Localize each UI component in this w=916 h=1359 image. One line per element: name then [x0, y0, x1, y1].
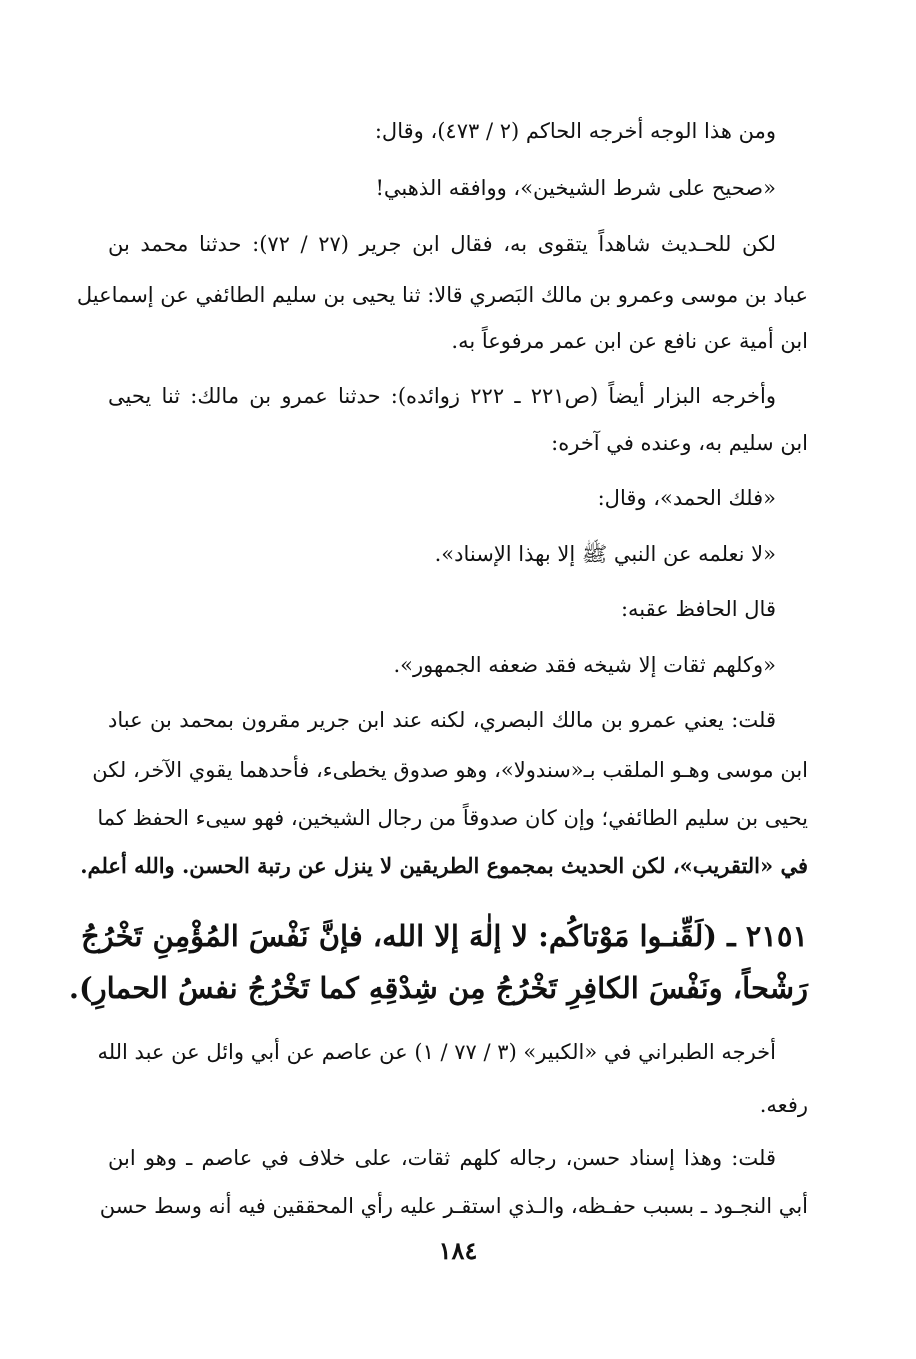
- text-line: أخرجه الطبراني في «الكبير» (٣ / ٧٧ / ١) عن عاصم عن أبي وائل عن عبد الله: [97, 1040, 776, 1064]
- text-line: قلت: يعني عمرو بن مالك البصري، لكنه عند ابن جرير مقرون بمحمد بن عباد: [108, 708, 776, 732]
- text-line: يحيى بن سليم الطائفي؛ وإن كان صدوقاً من رجال الشيخين، فهو سيىء الحفظ كما: [97, 806, 808, 830]
- text-line: قال الحافظ عقبه:: [620, 597, 776, 621]
- hadith-heading-line: ٢١٥١ ـ (لَقِّنـوا مَوْتاكُم: لا إلٰهَ إلا الله، فإنَّ نَفْسَ المُؤْمِنِ تَخْرُجُ: [80, 919, 808, 953]
- text-line: وأخرجه البزار أيضاً (ص٢٢١ ـ ٢٢٢ زوائده): حدثنا عمرو بن مالك: ثنا يحيى: [108, 384, 777, 408]
- text-line: ابن موسى وهـو الملقب بـ«سندولا»، وهو صدوق يخطىء، فأحدهما يقوي الآخر، لكن: [92, 758, 808, 782]
- text-line: ابن سليم به، وعنده في آخره:: [551, 431, 808, 455]
- text-line: أبي النجـود ـ بسبب حفـظه، والـذي استقـر عليه رأي المحققين فيه أنه وسط حسن: [99, 1194, 808, 1218]
- text-line: لكن للحـديث شاهداً يتقوى به، فقال ابن جرير (٢٧ / ٧٢): حدثنا محمد بن: [108, 232, 776, 256]
- text-line: في «التقريب»، لكن الحديث بمجموع الطريقين لا ينزل عن رتبة الحسن. والله أعلم.: [80, 853, 808, 878]
- text-line: ومن هذا الوجه أخرجه الحاكم (٢ / ٤٧٣)، وقال:: [374, 119, 776, 143]
- quote-line: «فلك الحمد»، وقال:: [597, 486, 776, 510]
- quote-line: «صحيح على شرط الشيخين»، ووافقه الذهبي!: [375, 176, 776, 200]
- page-number: ١٨٤: [438, 1236, 478, 1265]
- quote-line: «وكلهم ثقات إلا شيخه فقد ضعفه الجمهور».: [393, 653, 776, 677]
- text-line: عباد بن موسى وعمرو بن مالك البَصري قالا: ثنا يحيى بن سليم الطائفي عن إسماعيل: [76, 283, 808, 307]
- quote-line: «لا نعلمه عن النبي ﷺ إلا بهذا الإسناد».: [434, 542, 776, 566]
- hadith-heading-line: رَشْحاً، ونَفْسَ الكافِرِ تَخْرُجُ مِن شِدْقِهِ كما تَخْرُجُ نفسُ الحمارِ).: [68, 971, 808, 1005]
- text-line: قلت: وهذا إسناد حسن، رجاله كلهم ثقات، على خلاف في عاصم ـ وهو ابن: [108, 1146, 776, 1170]
- text-line: ابن أمية عن نافع عن ابن عمر مرفوعاً به.: [451, 329, 808, 353]
- text-line: رفعه.: [759, 1093, 808, 1117]
